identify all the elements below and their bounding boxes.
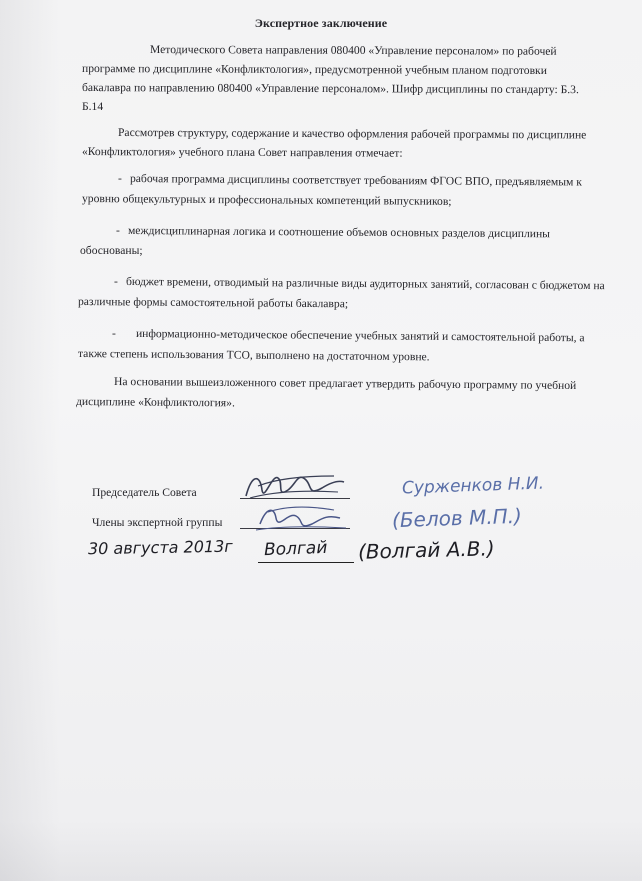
intro-line-3: бакалавра по направлению 080400 «Управление персоналом». Шифр дисциплины по стандарту: Б.3. xyxy=(81,81,579,97)
list-item-bullet: - xyxy=(118,172,122,185)
intro-line-1: Методического Совета направления 080400 «Управление персоналом» по рабочей xyxy=(149,43,557,58)
list-item-4-line-1: информационно-методическое обеспечение учебных занятий и самостоятельной работы, а xyxy=(135,327,585,345)
handwritten-date: 30 августа 2013г xyxy=(87,536,233,559)
members-label: Члены экспертной группы xyxy=(92,516,223,529)
intro-line-4: Б.14 xyxy=(82,100,104,113)
list-item-4-line-2: также степень использования ТСО, выполнено на достаточном уровне. xyxy=(77,347,430,364)
member-2-name: (Волгай А.В.) xyxy=(357,536,495,564)
member-1-signature xyxy=(250,500,350,536)
chair-label: Председатель Совета xyxy=(92,486,197,499)
review-line-1: Рассмотрев структуру, содержание и качество оформления рабочей программы по дисциплине xyxy=(117,126,587,142)
list-item-bullet: - xyxy=(114,275,118,288)
list-item-1-line-1: рабочая программа дисциплины соответствует требованиям ФГОС ВПО, предъявляемым к xyxy=(129,172,583,189)
scan-shadow-left xyxy=(0,0,60,881)
conclusion-line-1: На основании вышеизложенного совет предлагает утвердить рабочую программу по учебной xyxy=(113,375,577,393)
list-item-3-line-2: различные формы самостоятельной работы бакалавра; xyxy=(77,295,349,311)
scan-shadow-bottom xyxy=(0,821,642,881)
list-item-2-line-2: обоснованы; xyxy=(80,244,143,257)
list-item-2-line-1: междисциплинарная логика и соотношение объемов основных разделов дисциплины xyxy=(127,224,551,241)
conclusion-line-2: дисциплине «Конфликтология». xyxy=(75,395,235,410)
member-1-name: (Белов М.П.) xyxy=(391,503,523,533)
list-item-3-line-1: бюджет времени, отводимый на различные виды аудиторных занятий, согласован с бюджетом на xyxy=(125,275,605,293)
member-2-signature-line xyxy=(258,562,354,563)
list-item-bullet: - xyxy=(116,224,120,237)
chair-name: Сурженков Н.И. xyxy=(401,473,545,499)
review-line-2: «Конфликтология» учебного плана Совет направления отмечает: xyxy=(81,145,403,160)
list-item-bullet: - xyxy=(112,327,116,340)
intro-line-2: программе по дисциплине «Конфликтология», предусмотренной учебным планом подготовки xyxy=(81,62,547,78)
document-title: Экспертное заключение xyxy=(254,16,388,30)
member-2-signature: Волгай xyxy=(263,537,328,561)
list-item-1-line-2: уровню общекультурных и профессиональных компетенций выпускников; xyxy=(81,192,452,208)
